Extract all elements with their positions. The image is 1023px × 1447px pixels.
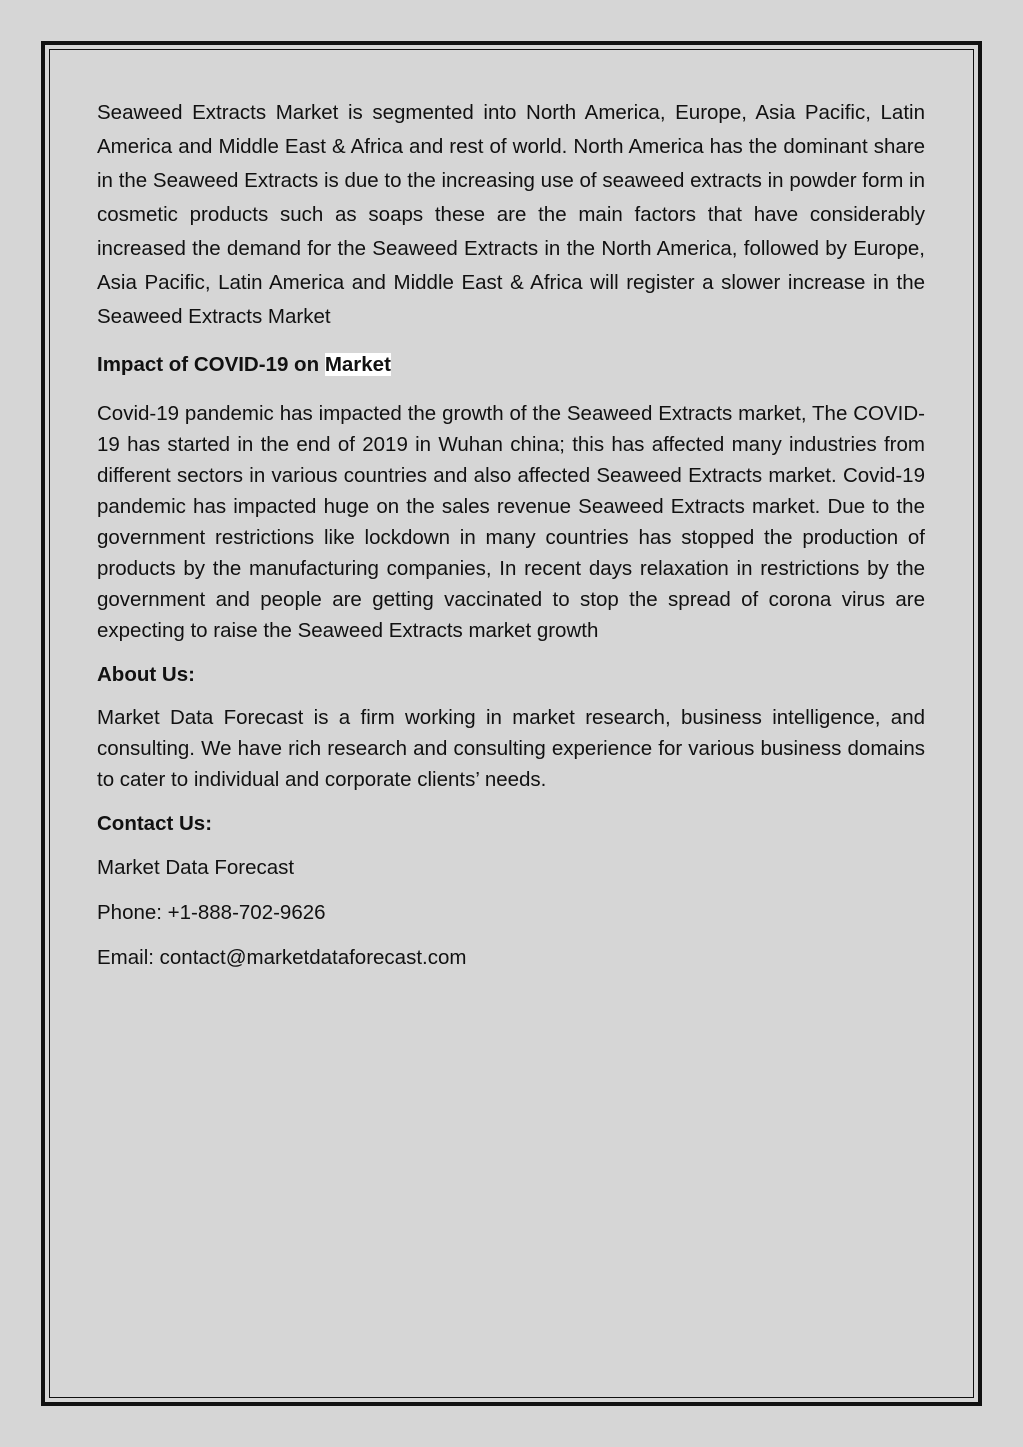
covid-paragraph: Covid-19 pandemic has impacted the growth of the Seaweed Extracts market, The COVID-19 has started in the end of 2019 in Wuhan china; this has affected many industries from different sectors in various countries and also affected Seaweed Extracts market. Covid-19 pandemic has impacted huge on the sales revenue Seaweed Extracts market. Due to the government restrictions like lockdown in many countries has stopped the production of products by the manufacturing companies, In recent days relaxation in restrictions by the government and people are getting vaccinated to stop the spread of corona virus are expecting to raise the Seaweed Extracts market growth: [97, 402, 925, 642]
about-paragraph: Market Data Forecast is a firm working in market research, business intelligence, and consulting. We have rich research and consulting experience for various business domains to cater to individual and corporate clients’ needs.: [97, 706, 925, 791]
contact-phone: Phone: +1-888-702-9626: [97, 901, 326, 924]
impact-heading-highlight: Market: [324, 353, 391, 376]
contact-company: Market Data Forecast: [97, 856, 295, 879]
intro-paragraph: Seaweed Extracts Market is segmented into North America, Europe, Asia Pacific, Latin America and Middle East & Africa and rest of world. North America has the dominant share in the Seaweed Extracts is due to the increasing use of seaweed extracts in powder form in cosmetic products such as soaps these are the main factors that have considerably increased the demand for the Seaweed Extracts in the North America, followed by Europe, Asia Pacific, Latin America and Middle East & Africa will register a slower increase in the Seaweed Extracts Market: [97, 101, 925, 328]
contact-heading: Contact Us:: [97, 812, 213, 835]
impact-heading-prefix: Impact of COVID-19 on: [97, 353, 325, 376]
contact-email: Email: contact@marketdataforecast.com: [97, 946, 467, 969]
impact-heading: [97, 350, 925, 380]
about-heading: About Us:: [97, 663, 195, 686]
document-content: [97, 96, 925, 973]
